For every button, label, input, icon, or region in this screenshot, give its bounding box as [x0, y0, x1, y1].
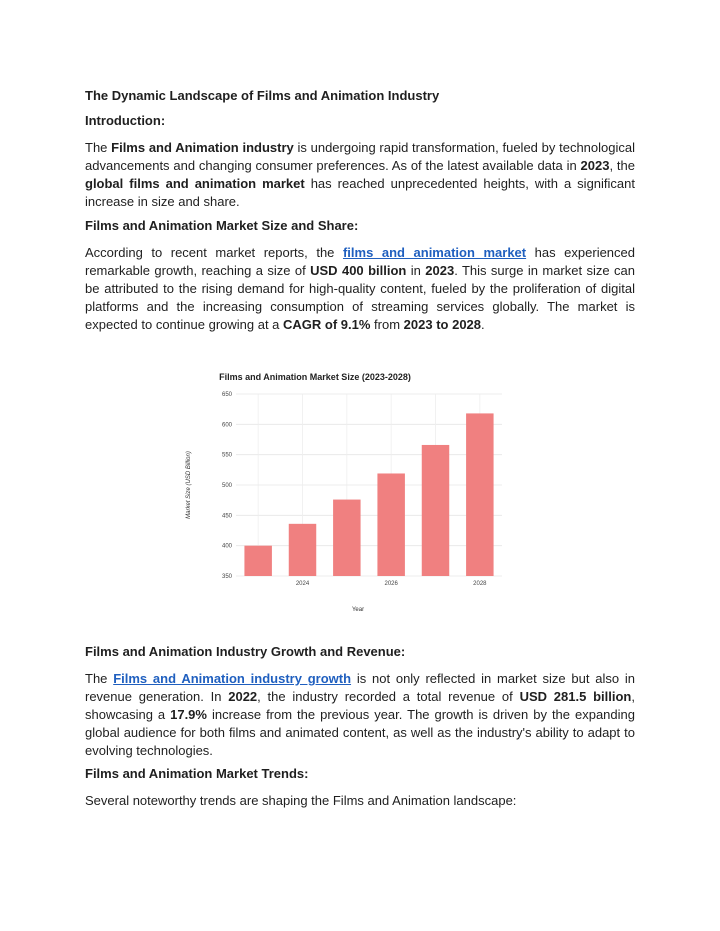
introduction-paragraph	[85, 139, 635, 211]
text-run: is undergoing rapid transformation, fueled by technological advancements and changing consumer preferences. As of the latest available data in	[85, 140, 635, 173]
text-run: increase from the previous year. The growth is driven by the expanding global audience for both films and animated content, as well as the industry's ability to adapt to evolving technologies.	[85, 707, 635, 758]
text-run: in	[406, 263, 426, 278]
bar-2024	[289, 524, 316, 576]
bar-2028	[466, 413, 493, 576]
market-size-heading: Films and Animation Market Size and Share:	[85, 218, 359, 233]
bar-2026	[377, 473, 404, 576]
bar-2027	[422, 445, 449, 576]
films-animation-market-link[interactable]: films and animation market	[342, 245, 527, 260]
text-run: According to recent market reports, the	[85, 245, 343, 260]
bold-run: 2023 to 2028	[403, 317, 482, 332]
market-trends-paragraph: Several noteworthy trends are shaping the Films and Animation landscape:	[85, 793, 517, 808]
growth-revenue-heading: Films and Animation Industry Growth and Revenue:	[85, 644, 406, 659]
bold-run: 17.9%	[170, 707, 207, 722]
y-tick-label: 500	[221, 483, 232, 489]
market-size-bar-chart	[180, 362, 510, 617]
text-run: has reached unprecedented heights, with a significant increase in size and share.	[85, 176, 635, 209]
text-run: The	[85, 671, 114, 686]
text-run: , the	[609, 158, 635, 173]
bold-run: 2023	[580, 158, 610, 173]
bold-run: Films and Animation industry	[111, 140, 294, 155]
y-axis-ticks	[222, 392, 233, 580]
x-axis-ticks	[296, 581, 487, 587]
x-tick-label: 2024	[295, 581, 310, 587]
bold-run: 2023	[425, 263, 455, 278]
text-run: from	[370, 317, 404, 332]
x-axis-label: Year	[351, 607, 365, 613]
text-run: has experienced remarkable growth, reaching a size of	[85, 245, 635, 278]
y-tick-label: 650	[221, 392, 232, 398]
text-run: , showcasing a	[85, 689, 636, 722]
chart-grid	[236, 394, 502, 576]
x-tick-label: 2028	[473, 581, 487, 587]
y-tick-label: 550	[221, 452, 232, 459]
bold-run: global films and animation market	[85, 176, 305, 191]
y-axis-label: Market Size (USD Billion)	[186, 451, 192, 519]
text-run: The	[85, 140, 112, 155]
y-tick-label: 450	[221, 513, 232, 520]
y-tick-label: 400	[221, 543, 232, 550]
y-tick-label: 350	[221, 574, 232, 580]
bold-run: 2022	[228, 689, 258, 704]
bold-run: USD 400 billion	[310, 263, 407, 278]
text-run: . This surge in market size can be attributed to the rising demand for high-quality content, fueled by the proliferation of digital platforms and the increasing consumption of streaming services globally. The market is expected to continue growing at a	[85, 263, 635, 332]
text-run: is not only reflected in market size but also in revenue generation. In	[85, 671, 635, 704]
growth-revenue-paragraph	[85, 670, 635, 760]
market-size-paragraph	[85, 244, 635, 334]
bold-run: USD 281.5 billion	[519, 689, 632, 704]
chart-title: Films and Animation Market Size (2023-2028)	[219, 372, 411, 382]
market-trends-heading: Films and Animation Market Trends:	[85, 766, 309, 781]
x-tick-label: 2026	[384, 581, 398, 587]
industry-growth-link[interactable]: Films and Animation industry growth	[113, 671, 352, 686]
y-tick-label: 600	[221, 422, 232, 429]
bar-2025	[333, 500, 360, 576]
text-run: , the industry recorded a total revenue of	[257, 689, 520, 704]
document-title: The Dynamic Landscape of Films and Animation Industry	[85, 88, 440, 103]
bold-run: CAGR of 9.1%	[283, 317, 371, 332]
bar-2023	[244, 546, 271, 576]
introduction-heading: Introduction:	[85, 113, 166, 128]
text-run: .	[481, 317, 485, 332]
